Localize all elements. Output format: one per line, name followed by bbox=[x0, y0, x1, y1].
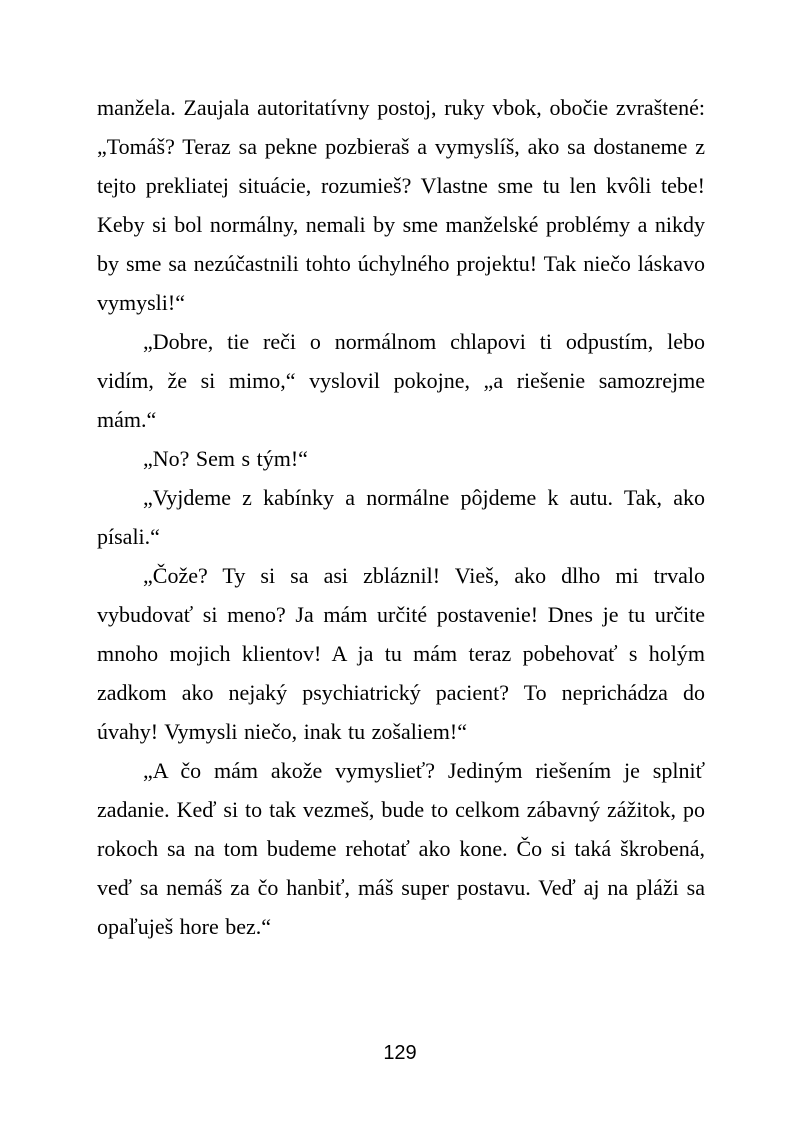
body-text bbox=[97, 88, 705, 946]
paragraph: „Vyjdeme z kabínky a normálne pôjdeme k autu. Tak, ako písali.“ bbox=[97, 485, 705, 549]
paragraph: „A čo mám akože vymyslieť? Jediným riešením je splniť zadanie. Keď si to tak vezmeš, bude to celkom zábavný zážitok, po rokoch sa na tom budeme rehotať ako kone. Čo si taká škrobená, veď sa nemáš za čo hanbiť, máš super postavu. Veď aj na pláži sa opaľuješ hore bez.“ bbox=[97, 758, 705, 939]
paragraph: manžela. Zaujala autoritatívny postoj, ruky vbok, obočie zvraštené: „Tomáš? Teraz sa pekne pozbieraš a vymyslíš, ako sa dostaneme z tejto prekliatej situácie, rozumieš? Vlastne sme tu len kvôli tebe! Keby si bol normálny, nemali by sme manželské problémy a nikdy by sme sa nezúčastnili tohto úchylného projektu! Tak niečo láskavo vymysli!“ bbox=[97, 95, 705, 315]
paragraph: „Čože? Ty si sa asi zbláznil! Vieš, ako dlho mi trvalo vybudovať si meno? Ja mám určité postavenie! Dnes je tu určite mnoho mojich klientov! A ja tu mám teraz pobehovať s holým zadkom ako nejaký psychiatrický pacient? To neprichádza do úvahy! Vymysli niečo, inak tu zošaliem!“ bbox=[97, 563, 705, 744]
paragraph: „No? Sem s tým!“ bbox=[143, 446, 308, 471]
paragraph: „Dobre, tie reči o normálnom chlapovi ti odpustím, lebo vidím, že si mimo,“ vyslovil pokojne, „a riešenie samozrejme mám.“ bbox=[97, 329, 705, 432]
page-number: 129 bbox=[383, 1042, 417, 1064]
